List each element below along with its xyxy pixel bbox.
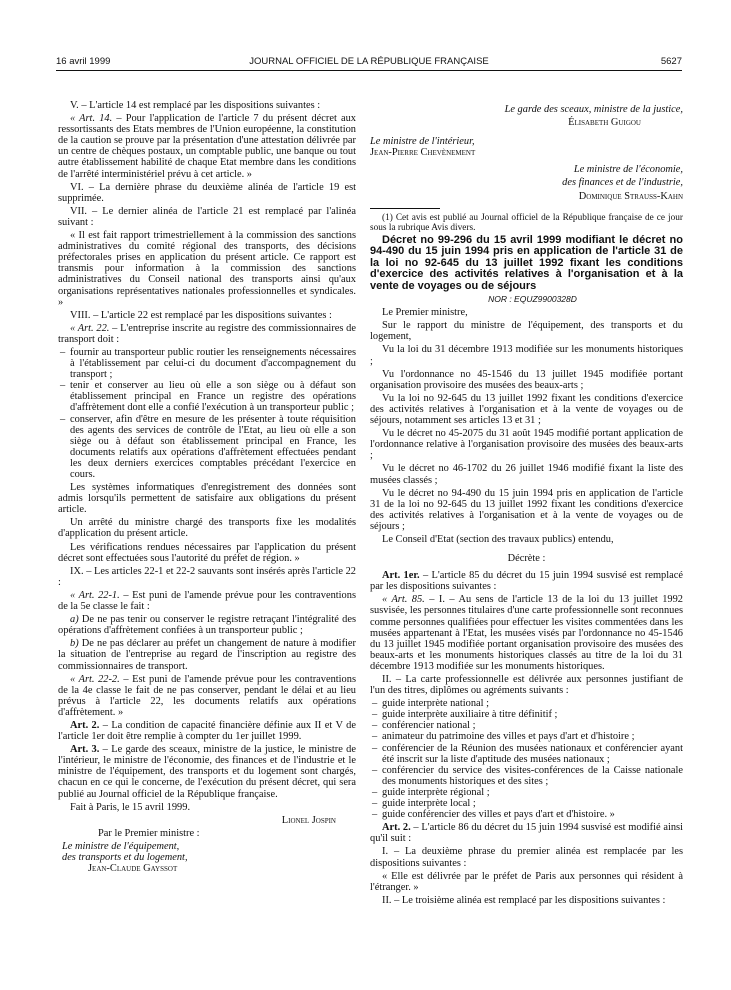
paragraph: VIII. – L'article 22 est remplacé par les dispositions suivantes : [70, 309, 332, 321]
signature-title: Le ministre de l'intérieur, [370, 136, 475, 148]
article-ref: « Art. 14. [70, 113, 113, 125]
item-letter: b) [70, 638, 79, 650]
paragraph [370, 594, 683, 672]
list-item: – conférencier du service des visites-conférences de la Caisse nationale des monuments historiques et des sites ; [370, 765, 683, 787]
paragraph: Les systèmes informatiques d'enregistrement des données sont admis lorsqu'ils permettent de satisfaire aux obligations du présent article. [58, 482, 356, 516]
paragraph: Vu la loi du 31 décembre 1913 modifiée sur les monuments historiques ; [370, 344, 683, 367]
paragraph: V. – L'article 14 est remplacé par les dispositions suivantes : [70, 100, 321, 111]
left-column [58, 100, 356, 874]
obligations-list [58, 347, 356, 480]
paragraph: Vu la loi no 92-645 du 13 juillet 1992 fixant les conditions d'exercice des activités relatives à l'organisation et à la vente de voyages ou de séjours, notamment ses articles 13 et 31 ; [370, 392, 683, 427]
paragraph: VI. – La dernière phrase du deuxième alinéa de l'article 19 est supprimée. [58, 181, 356, 204]
paragraph: Sur le rapport du ministre de l'équipement, des transports et du logement, [370, 320, 683, 343]
list-item: – conférencier national ; [370, 720, 683, 731]
paragraph-text: – L'article 85 du décret du 15 juin 1994 susvisé est remplacé par les dispositions suivantes : [370, 570, 683, 593]
footnote: (1) Cet avis est publié au Journal officiel de la République française de ce jour sous la rubrique Avis divers. [370, 212, 683, 233]
paragraph-text: – Le garde des sceaux, ministre de la justice, le ministre de l'intérieur, le ministre de l'économie, des finances et de l'industrie et le ministre de l'équipement, des transports et du logement sont chargés, chacun en ce qui le concerne, de l'exécution du présent décret, qui sera publié au Journal officiel de la République française. [58, 744, 356, 800]
signature-title: des transports et du logement, [62, 852, 188, 863]
list-item: – conférencier de la Réunion des musées nationaux et conférencier ayant été inscrit sur la liste d'aptitude des musées nationaux ; [370, 743, 683, 765]
list-item: – guide conférencier des villes et pays d'art et d'histoire. » [370, 809, 683, 820]
paragraph-text: – I. – Au sens de l'article 13 de la loi du 13 juillet 1992 susvisée, les personnes titulaires d'une carte professionnelle sont reconnues comme personnes qualifiées pour effectuer les visites commentées dans les musées appartenant à l'Etat, les musées visés par l'ordonnance no 45-1546 du 13 juillet 1945 modifiée portant organisation provisoire des musées des beaux-arts et les monuments historiques classés au titre de la loi du 31 décembre 1913 modifiée sur les monuments historiques. [370, 594, 683, 672]
list-item: – guide interprète local ; [370, 798, 683, 809]
paragraph [58, 638, 356, 671]
paragraph: Les vérifications rendues nécessaires par l'application du présent décret sont effectuées sous l'autorité du préfet de région. » [58, 541, 356, 564]
page-header [56, 56, 682, 70]
article-ref: « Art. 22-1. [70, 589, 120, 601]
paragraph [58, 614, 356, 636]
paragraph: Fait à Paris, le 15 avril 1999. [70, 801, 191, 813]
paragraph-text: De ne pas déclarer au préfet un changement de nature à modifier la situation de l'entreprise au regard de l'inscription au registre des commissionnaires de transport. [58, 638, 356, 672]
signature-title: Le garde des sceaux, ministre de la justice, [504, 104, 683, 115]
paragraph-text: – L'entreprise inscrite au registre des commissionnaires de transport doit : [58, 322, 356, 345]
paragraph [58, 113, 356, 180]
decrete-heading: Décrète : [507, 553, 546, 565]
paragraph: VII. – Le dernier alinéa de l'article 21 est remplacé par l'alinéa suivant : [58, 205, 356, 228]
paragraph: IX. – Les articles 22-1 et 22-2 sauvants sont insérés après l'article 22 : [58, 565, 356, 588]
paragraph: Vu le décret no 45-2075 du 31 août 1945 modifié portant application de l'ordonnance relative à l'organisation provisoire des musées des beaux-arts ; [370, 428, 683, 462]
signature-intro: Par le Premier ministre : [98, 827, 200, 839]
list-item: – conserver, afin d'être en mesure de les présenter à toute réquisition des agents des services de contrôle de l'Etat, au lieu où elle a son siège ou à défaut son établissement principal en France, les documents relatifs aux opérations d'affrètement effectuées pendant les deux derniers exercices comptables précédant l'exercice en cours. [58, 414, 356, 481]
right-column [370, 104, 683, 908]
list-item: – tenir et conserver au lieu où elle a son siège ou à défaut son établissement principal en France un registre des opérations d'affrètement dont elle a confié l'exécution à un transporteur public ; [58, 380, 356, 413]
article-heading: Art. 2. [382, 822, 411, 834]
paragraph [370, 822, 683, 844]
paragraph [58, 323, 356, 345]
paragraph-text: – Est puni de l'amende prévue pour les contraventions de la 5e classe le fait : [58, 589, 356, 613]
paragraph: Vu le décret no 94-490 du 15 juin 1994 pris en application de l'article 31 de la loi no 92-645 du 13 juillet 1992 fixant les conditions d'exercice des activités relatives à l'organisation et à la vente de voyages ou de séjours ; [370, 487, 683, 532]
paragraph [370, 570, 683, 592]
paragraph: Vu le décret no 46-1702 du 26 juillet 1946 modifié fixant la liste des musées classés ; [370, 463, 683, 486]
header-rule [56, 70, 682, 71]
signature-name: Dominique Strauss-Kahn [578, 190, 683, 202]
paragraph-text: De ne pas tenir ou conserver le registre retraçant l'intégralité des opérations d'affrètement confiées à un transporteur public ; [58, 614, 356, 637]
paragraph: Vu l'ordonnance no 45-1546 du 13 juillet 1945 modifiée portant organisation provisoire des musées des beaux-arts ; [370, 368, 683, 391]
paragraph: II. – Le troisième alinéa est remplacé par les dispositions suivantes : [382, 894, 666, 906]
header-date: 16 avril 1999 [56, 56, 111, 67]
signature-name: Jean-Pierre Chevènement [370, 147, 476, 159]
signature-title: des finances et de l'industrie, [562, 177, 683, 189]
list-item: – guide interprète auxiliaire à titre définitif ; [370, 709, 683, 720]
article-heading: Art. 2. [70, 719, 100, 731]
article-heading: Art. 1er. [382, 570, 420, 582]
decree-title: Décret no 99-296 du 15 avril 1999 modifiant le décret no 94-490 du 15 juin 1994 pris en application de l'article 31 de la loi no 92-645 du 13 juillet 1992 fixant les conditions d'exercice des activités relatives à l'organisation et à la vente de voyages ou de séjours [370, 234, 683, 292]
article-heading: Art. 3. [70, 744, 100, 756]
signature-title: Le ministre de l'économie, [573, 164, 683, 176]
article-ref: « Art. 22-2. [70, 673, 120, 685]
paragraph-text: – La condition de capacité financière définie aux II et V de l'article 1er doit être remplie à compter du 1er juillet 1999. [58, 719, 356, 743]
item-letter: a) [70, 614, 79, 626]
paragraph: II. – La carte professionnelle est délivrée aux personnes justifiant de l'un des titres, diplômes ou agréments suivants : [370, 674, 683, 697]
paragraph: Le Conseil d'Etat (section des travaux publics) entendu, [382, 533, 614, 545]
paragraph: I. – La deuxième phrase du premier alinéa est remplacée par les dispositions suivantes : [370, 846, 683, 869]
paragraph [58, 720, 356, 742]
list-item: – animateur du patrimoine des villes et pays d'art et d'histoire ; [370, 731, 683, 742]
paragraph [58, 744, 356, 799]
article-ref: « Art. 85. [382, 594, 425, 606]
paragraph: Un arrêté du ministre chargé des transports fixe les modalités d'application du présent article. [58, 517, 356, 540]
signature-name: Élisabeth Guigou [568, 117, 641, 129]
paragraph [58, 674, 356, 718]
list-item: – guide interprète régional ; [370, 787, 683, 798]
signature-title: Le ministre de l'équipement, [62, 840, 180, 852]
signature-prime-minister: Lionel Jospin [281, 814, 336, 826]
header-journal-title: JOURNAL OFFICIEL DE LA RÉPUBLIQUE FRANÇAISE [249, 56, 489, 67]
paragraph: Le Premier ministre, [382, 307, 468, 319]
qualifications-list [370, 698, 683, 820]
paragraph [58, 590, 356, 612]
paragraph: « Elle est délivrée par le préfet de Paris aux personnes qui résident à l'étranger. » [370, 870, 683, 893]
signature-name: Jean-Claude Gayssot [88, 863, 178, 875]
list-item: – guide interprète national ; [370, 698, 683, 709]
paragraph-text: – Est puni de l'amende prévue pour les contraventions de la 4e classe le fait de ne pas conserver, pendant le délai et au lieu prévus à l'article 22, les documents relatifs aux opérations d'affrètement. » [58, 673, 356, 718]
list-item: – fournir au transporteur public routier les renseignements nécessaires à l'établissement par celui-ci du document d'accompagnement du transport ; [58, 347, 356, 380]
footnote-rule [370, 208, 440, 209]
header-page-number: 5627 [660, 56, 682, 67]
article-ref: « Art. 22. [70, 322, 110, 334]
paragraph-text: – L'article 86 du décret du 15 juin 1994 susvisé est modifié ainsi qu'il suit : [370, 822, 683, 845]
paragraph: « Il est fait rapport trimestriellement à la commission des sanctions administratives du comité régional des transports, des décisions préfectorales prises en application du présent article. Ce rapport est transmis pour information à la commission des sanctions administratives du Conseil national des transports ainsi qu'aux organisations représentatives nationales professionnelles et syndicales. » [58, 230, 356, 308]
paragraph-text: – Pour l'application de l'article 7 du présent décret aux ressortissants des Etats membres de l'Union européenne, la constitution de la caution se prouve par la présentation d'une attestation délivrée par un centre de chèques postaux, un comptable public, une banque ou tout autre établissement habilité de chaque Etat membre dans les conditions de l'arrêté interministériel prévu à cet article. » [58, 113, 356, 180]
nor-reference: NOR : EQUZ9900328D [488, 294, 577, 305]
